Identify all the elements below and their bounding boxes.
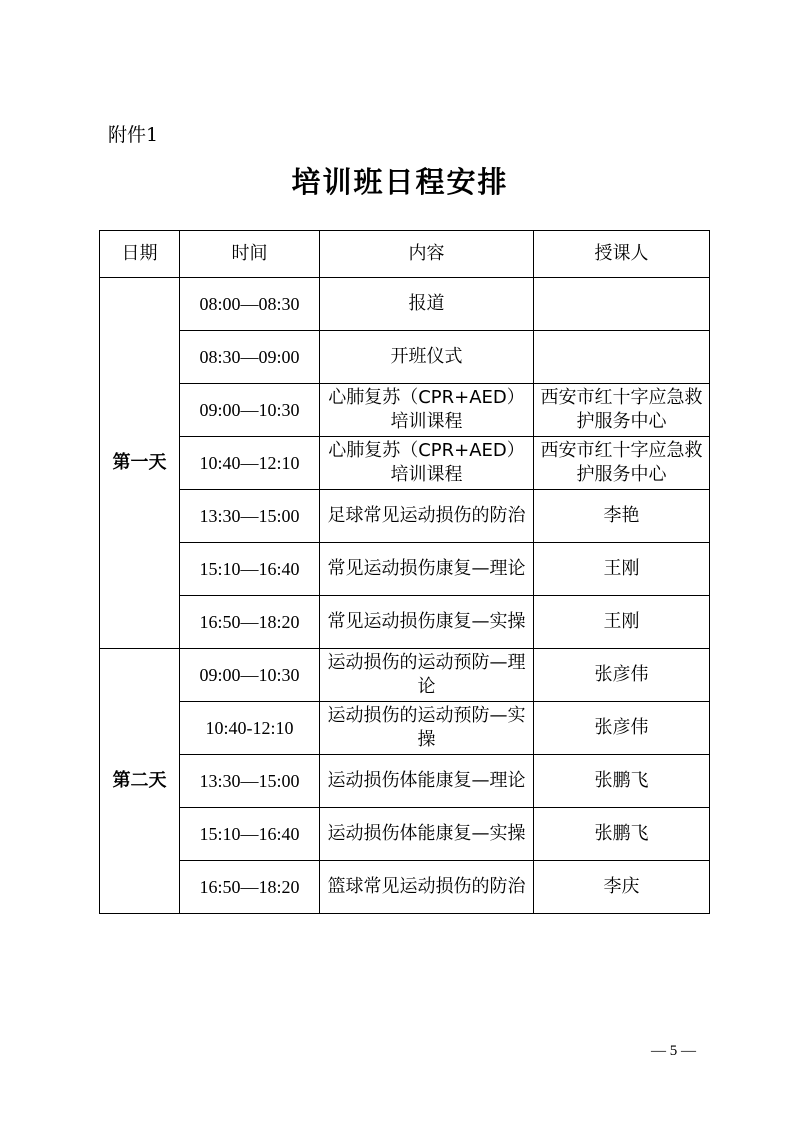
content-cell: 篮球常见运动损伤的防治 [320, 861, 534, 914]
time-cell: 13:30—15:00 [180, 490, 320, 543]
teacher-cell: 张鹏飞 [534, 755, 710, 808]
day-label: 第二天 [100, 649, 180, 914]
content-cell: 运动损伤的运动预防—理论 [320, 649, 534, 702]
header-date: 日期 [100, 231, 180, 278]
time-cell: 08:00—08:30 [180, 278, 320, 331]
teacher-cell: 西安市红十字应急救护服务中心 [534, 437, 710, 490]
content-cell: 开班仪式 [320, 331, 534, 384]
content-cell: 常见运动损伤康复—实操 [320, 596, 534, 649]
table-row [100, 702, 710, 755]
teacher-cell: 王刚 [534, 543, 710, 596]
content-cell: 足球常见运动损伤的防治 [320, 490, 534, 543]
teacher-cell: 李艳 [534, 490, 710, 543]
page-title: 培训班日程安排 [291, 165, 509, 199]
table-header-row [100, 231, 710, 278]
content-cell: 心肺复苏（CPR+AED）培训课程 [320, 437, 534, 490]
teacher-cell [534, 331, 710, 384]
time-cell: 13:30—15:00 [180, 755, 320, 808]
table-row [100, 384, 710, 437]
content-cell: 心肺复苏（CPR+AED）培训课程 [320, 384, 534, 437]
table-row [100, 861, 710, 914]
header-content: 内容 [320, 231, 534, 278]
page-number: — 5 — [651, 1043, 696, 1059]
time-cell: 08:30—09:00 [180, 331, 320, 384]
time-cell: 10:40—12:10 [180, 437, 320, 490]
teacher-cell: 王刚 [534, 596, 710, 649]
attachment-label: 附件1 [108, 124, 159, 146]
table-row [100, 755, 710, 808]
table-row [100, 490, 710, 543]
time-cell: 16:50—18:20 [180, 861, 320, 914]
table-row [100, 278, 710, 331]
time-cell: 09:00—10:30 [180, 649, 320, 702]
content-cell: 运动损伤体能康复—实操 [320, 808, 534, 861]
table-row [100, 596, 710, 649]
table-row [100, 808, 710, 861]
content-cell: 运动损伤体能康复—理论 [320, 755, 534, 808]
header-time: 时间 [180, 231, 320, 278]
teacher-cell: 张彦伟 [534, 702, 710, 755]
content-cell: 报道 [320, 278, 534, 331]
schedule-table [99, 230, 710, 914]
time-cell: 15:10—16:40 [180, 543, 320, 596]
teacher-cell [534, 278, 710, 331]
content-cell: 常见运动损伤康复—理论 [320, 543, 534, 596]
teacher-cell: 张彦伟 [534, 649, 710, 702]
table-row [100, 437, 710, 490]
teacher-cell: 李庆 [534, 861, 710, 914]
table-row [100, 543, 710, 596]
content-cell: 运动损伤的运动预防—实操 [320, 702, 534, 755]
table-row [100, 331, 710, 384]
time-cell: 15:10—16:40 [180, 808, 320, 861]
time-cell: 10:40-12:10 [180, 702, 320, 755]
teacher-cell: 张鹏飞 [534, 808, 710, 861]
header-teacher: 授课人 [534, 231, 710, 278]
day-label: 第一天 [100, 278, 180, 649]
table-row [100, 649, 710, 702]
time-cell: 09:00—10:30 [180, 384, 320, 437]
teacher-cell: 西安市红十字应急救护服务中心 [534, 384, 710, 437]
time-cell: 16:50—18:20 [180, 596, 320, 649]
